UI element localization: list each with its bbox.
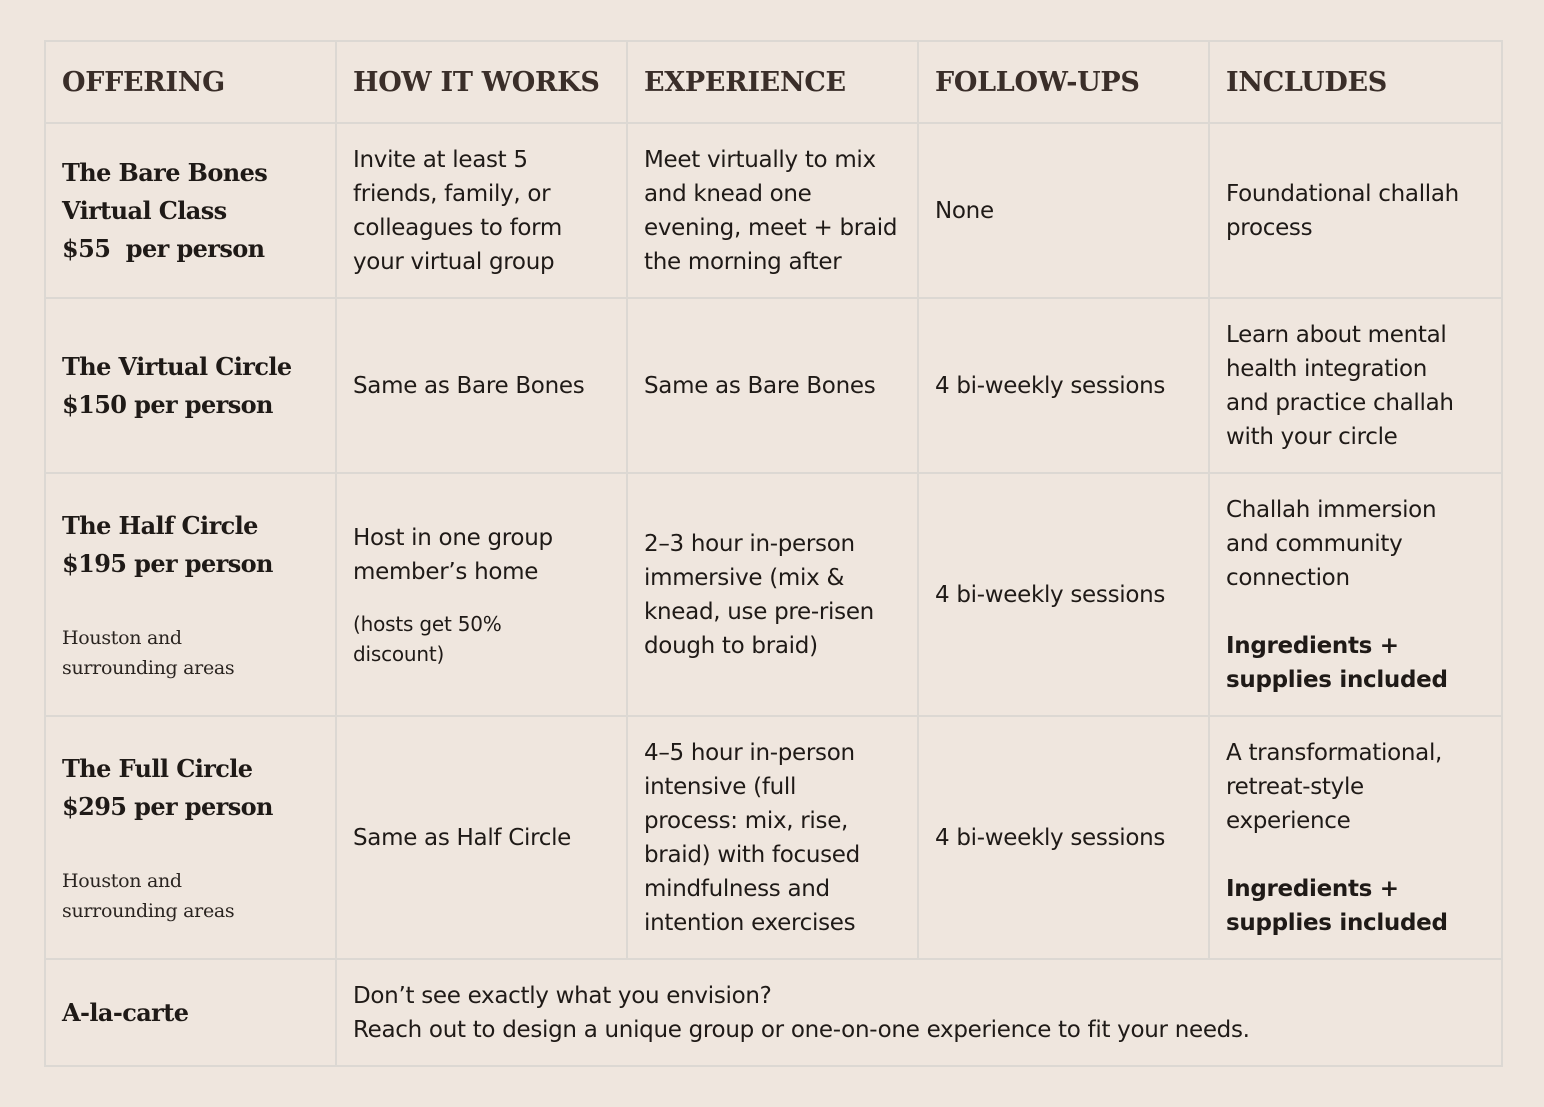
- location-text: surrounding areas: [62, 899, 235, 922]
- includes-cell: [1209, 473, 1502, 716]
- how-text: Same as Half Circle: [353, 824, 572, 851]
- alacarte-label-cell: [45, 959, 336, 1066]
- how-cell: [336, 716, 627, 959]
- experience-text: dough to braid): [644, 632, 818, 659]
- experience-text: mindfulness and: [644, 875, 830, 902]
- experience-text: 2–3 hour in-person: [644, 530, 855, 557]
- offerings-table-wrapper: [44, 40, 1501, 1067]
- alacarte-row: [45, 959, 1502, 1066]
- spacer: [62, 583, 319, 623]
- offering-price: $195 per person: [62, 548, 273, 578]
- includes-text: Foundational challah: [1226, 180, 1459, 207]
- header-experience: EXPERIENCE: [627, 41, 918, 123]
- followups-text: 4 bi-weekly sessions: [935, 824, 1166, 851]
- includes-cell: [1209, 123, 1502, 298]
- location-text: Houston and: [62, 626, 182, 649]
- includes-text: retreat-style: [1226, 773, 1364, 800]
- includes-text: A transformational,: [1226, 739, 1443, 766]
- header-includes: INCLUDES: [1209, 41, 1502, 123]
- experience-cell: [627, 298, 918, 473]
- includes-cell: [1209, 298, 1502, 473]
- how-text: colleagues to form: [353, 214, 562, 241]
- includes-text: connection: [1226, 564, 1350, 591]
- how-cell: [336, 123, 627, 298]
- header-follow-ups: FOLLOW-UPS: [918, 41, 1209, 123]
- offering-name: The Full Circle: [62, 753, 253, 783]
- how-text: member’s home: [353, 558, 539, 585]
- experience-text: Same as Bare Bones: [644, 372, 876, 399]
- offering-cell: [45, 123, 336, 298]
- table-row: [45, 716, 1502, 959]
- followups-text: 4 bi-weekly sessions: [935, 581, 1166, 608]
- how-note: discount): [353, 641, 445, 666]
- experience-cell: [627, 716, 918, 959]
- offering-price: $295 per person: [62, 791, 273, 821]
- includes-text: and practice challah: [1226, 389, 1454, 416]
- table-row: [45, 473, 1502, 716]
- includes-text: with your circle: [1226, 423, 1398, 450]
- how-cell: [336, 473, 627, 716]
- includes-bold-text: Ingredients +: [1226, 875, 1399, 902]
- how-text: Host in one group: [353, 524, 553, 551]
- offering-name: Virtual Class: [62, 195, 227, 225]
- offering-name: The Half Circle: [62, 510, 258, 540]
- how-text: friends, family, or: [353, 180, 551, 207]
- includes-text: Learn about mental: [1226, 321, 1447, 348]
- offering-price: $150 per person: [62, 389, 273, 419]
- includes-bold-text: Ingredients +: [1226, 632, 1399, 659]
- followups-cell: [918, 123, 1209, 298]
- experience-text: immersive (mix &: [644, 564, 845, 591]
- experience-text: evening, meet + braid: [644, 214, 898, 241]
- table-header-row: [45, 41, 1502, 123]
- how-text: Same as Bare Bones: [353, 372, 585, 399]
- experience-text: 4–5 hour in-person: [644, 739, 855, 766]
- how-text: your virtual group: [353, 248, 555, 275]
- experience-cell: [627, 123, 918, 298]
- experience-text: and knead one: [644, 180, 812, 207]
- offering-name: The Virtual Circle: [62, 351, 292, 381]
- how-cell: [336, 298, 627, 473]
- how-text: Invite at least 5: [353, 146, 528, 173]
- spacer: [1226, 595, 1485, 629]
- experience-cell: [627, 473, 918, 716]
- offerings-table: [44, 40, 1503, 1067]
- location-text: Houston and: [62, 869, 182, 892]
- alacarte-label: A-la-carte: [62, 997, 189, 1027]
- followups-cell: [918, 716, 1209, 959]
- spacer: [1226, 838, 1485, 872]
- includes-text: process: [1226, 214, 1313, 241]
- alacarte-text: Don’t see exactly what you envision?: [353, 982, 772, 1009]
- table-row: [45, 298, 1502, 473]
- includes-cell: [1209, 716, 1502, 959]
- includes-text: health integration: [1226, 355, 1428, 382]
- includes-text: Challah immersion: [1226, 496, 1437, 523]
- offering-cell: [45, 716, 336, 959]
- offering-name: The Bare Bones: [62, 157, 268, 187]
- spacer: [353, 589, 610, 609]
- followups-cell: [918, 473, 1209, 716]
- experience-text: intention exercises: [644, 909, 856, 936]
- alacarte-text: Reach out to design a unique group or one-on-one experience to fit your needs.: [353, 1016, 1250, 1043]
- includes-text: experience: [1226, 807, 1351, 834]
- experience-text: intensive (full: [644, 773, 797, 800]
- followups-text: None: [935, 197, 994, 224]
- experience-text: the morning after: [644, 248, 842, 275]
- location-text: surrounding areas: [62, 656, 235, 679]
- experience-text: knead, use pre-risen: [644, 598, 874, 625]
- offering-price: $55 per person: [62, 233, 265, 263]
- offering-cell: [45, 473, 336, 716]
- offering-cell: [45, 298, 336, 473]
- includes-bold-text: supplies included: [1226, 909, 1448, 936]
- spacer: [62, 826, 319, 866]
- table-row: [45, 123, 1502, 298]
- experience-text: braid) with focused: [644, 841, 860, 868]
- header-offering: OFFERING: [45, 41, 336, 123]
- how-note: (hosts get 50%: [353, 611, 502, 636]
- includes-text: and community: [1226, 530, 1403, 557]
- includes-bold-text: supplies included: [1226, 666, 1448, 693]
- experience-text: process: mix, rise,: [644, 807, 849, 834]
- followups-text: 4 bi-weekly sessions: [935, 372, 1166, 399]
- experience-text: Meet virtually to mix: [644, 146, 876, 173]
- followups-cell: [918, 298, 1209, 473]
- header-how-it-works: HOW IT WORKS: [336, 41, 627, 123]
- alacarte-text-cell: [336, 959, 1502, 1066]
